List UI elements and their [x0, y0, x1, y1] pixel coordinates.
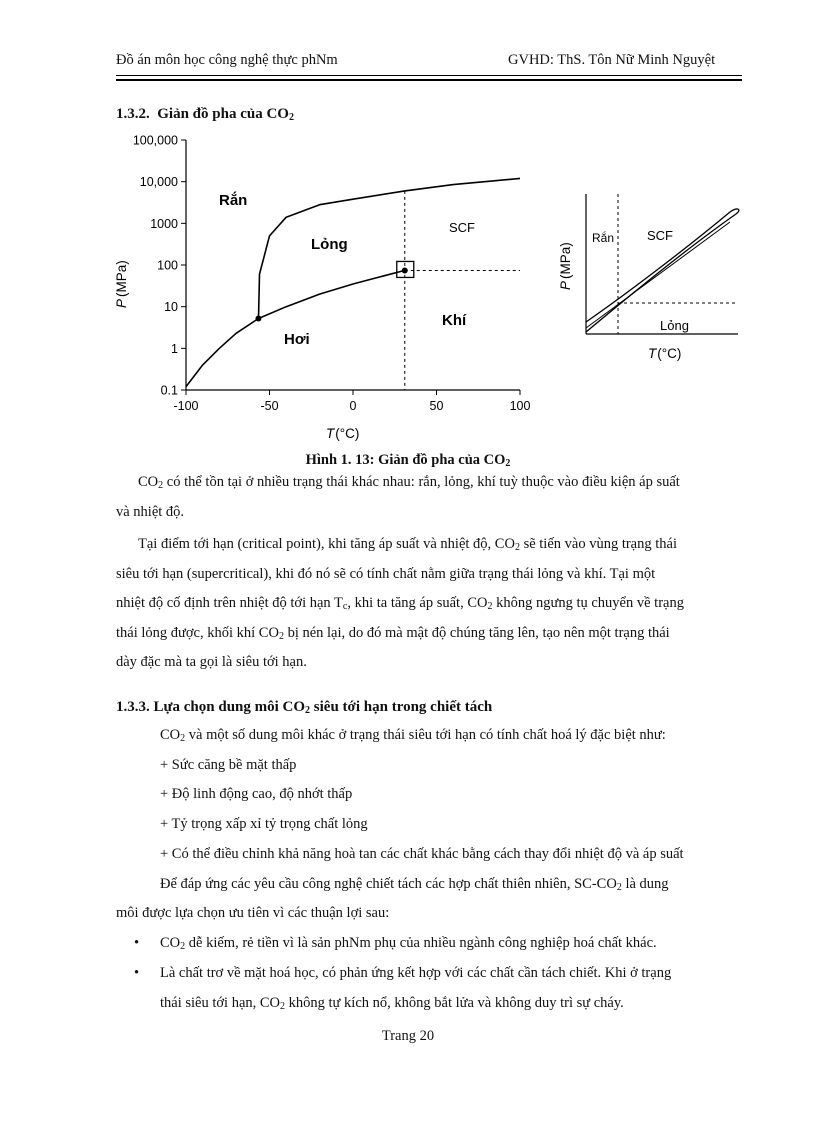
paragraph-line: dày đặc mà ta gọi là siêu tới hạn.	[116, 654, 307, 670]
bullet-symbol: •	[134, 935, 140, 951]
bullet-item: Là chất trơ về mặt hoá học, có phản ứng kết hợp với các chất cần tách chiết. Khi ở trạng	[160, 965, 672, 981]
page-number: Trang 20	[381, 1028, 435, 1044]
inset-label-long: Lỏng	[660, 318, 689, 333]
region-label-long: Lỏng	[311, 236, 348, 253]
paragraph-line: $CO_2$ có thể tồn tại ở nhiều trạng thái khác nhau: rắn, lỏng, khí tuỳ thuộc vào điều kiện áp suất	[138, 474, 680, 491]
phase-curve-melting-curve	[259, 178, 521, 318]
subscript: 2	[288, 112, 294, 123]
bullet-item-continuation: thái siêu tới hạn, $CO_2$ không tự kích nổ, không bắt lửa và không duy trì sự cháy.	[160, 995, 624, 1012]
paragraph-line: môi được lựa chọn ưu tiên vì các thuận lợi sau:	[116, 905, 390, 921]
y-tick-label: 10	[164, 300, 178, 315]
region-label-scf: SCF	[449, 220, 475, 235]
main-curves	[186, 178, 520, 390]
list-intro: $CO_2$ và một số dung môi khác ở trạng thái siêu tới hạn có tính chất hoá lý đặc biệt như:	[160, 727, 666, 744]
main-axes	[181, 140, 520, 395]
section-title: Giản đồ pha của CO	[157, 106, 289, 122]
figure-caption	[0, 452, 816, 469]
paragraph-line: thái lỏng được, khối khí $CO_2$ bị nén lại, do đó mà mật độ chúng tăng lên, tạo nên một trạng thái	[116, 625, 670, 642]
header-supervisor: GVHD: ThS. Tôn Nữ Minh Nguyệt	[508, 52, 716, 68]
y-tick-label: 0.1	[160, 383, 178, 398]
main-tick-labels	[133, 134, 531, 414]
inset-label-scf: SCF	[647, 228, 673, 243]
x-tick-label: 50	[429, 399, 444, 413]
paragraph-line: và nhiệt độ.	[116, 504, 185, 520]
main-xlabel-text: T(°C)	[326, 426, 360, 441]
critical-point-marker	[402, 267, 408, 273]
phase-diagram-main	[108, 128, 548, 446]
bullet-symbol: •	[134, 965, 140, 981]
region-label-hoi: Hơi	[284, 331, 310, 348]
phase-diagram-inset	[552, 182, 748, 368]
list-item: + Độ linh động cao, độ nhớt thấp	[160, 786, 353, 802]
bullet-item: $CO_2$ dễ kiếm, rẻ tiền vì là sản phNm phụ của nhiều ngành công nghiệp hoá chất khác.	[160, 935, 657, 952]
x-tick-label: 100	[509, 399, 531, 413]
y-tick-label: 100	[157, 258, 178, 273]
subscript: 2	[505, 458, 511, 469]
x-tick-label: -50	[260, 399, 279, 413]
list-item: + Tỷ trọng xấp xỉ tỷ trọng chất lỏng	[160, 816, 368, 832]
paragraph-line: siêu tới hạn (supercritical), khi đó nó sẽ có tính chất nằm giữa trạng thái lỏng và khí. Tại một	[116, 566, 656, 582]
paragraph-line: Để đáp ứng các yêu cầu công nghệ chiết tách các hợp chất thiên nhiên, $SC-CO_2$ là dung	[160, 876, 669, 893]
y-tick-label: 1000	[150, 216, 178, 231]
triple-point-marker	[255, 315, 261, 321]
main-ylabel-text: P(MPa)	[114, 260, 129, 308]
paragraph-line: Tại điểm tới hạn (critical point), khi tăng áp suất và nhiệt độ, $CO_2$ sẽ tiến vào vùng trạng thái	[138, 536, 677, 553]
header-rule-thick	[116, 79, 742, 81]
y-tick-label: 1	[171, 341, 178, 356]
region-label-ran: Rắn	[219, 192, 248, 209]
caption-text: Hình 1. 13: Giản đồ pha của CO	[305, 452, 506, 468]
x-tick-label: -100	[173, 399, 199, 413]
section-heading-1-3-2	[116, 106, 294, 123]
x-tick-label: 0	[349, 399, 357, 413]
inset-ylabel: P(MPa)	[558, 242, 573, 290]
paragraph-line: nhiệt độ cố định trên nhiệt độ tới hạn $T_c$, khi ta tăng áp suất, $CO_2$ không ngưng tụ chuyển về trạng	[116, 595, 684, 612]
list-item: + Sức căng bề mặt thấp	[160, 757, 297, 773]
phase-curve-vaporization-curve	[259, 270, 405, 318]
y-tick-label: 100,000	[132, 133, 178, 148]
section-number: 1.3.2.	[116, 106, 150, 122]
header-rule-thin	[116, 75, 742, 76]
region-label-khi: Khí	[442, 312, 467, 329]
header-document-title: Đồ án môn học công nghệ thực phNm	[116, 52, 338, 68]
inset-label-ran: Rắn	[592, 231, 615, 245]
list-item: + Có thể điều chỉnh khả năng hoà tan các chất khác bằng cách thay đổi nhiệt độ và áp suất	[160, 846, 684, 862]
inset-xlabel: T(°C)	[648, 346, 682, 361]
y-tick-label: 10,000	[139, 175, 178, 190]
section-heading-1-3-3: 1.3.3. Lựa chọn dung môi $CO_2$ siêu tới hạn trong chiết tách	[116, 699, 493, 716]
phase-curve-sublimation-curve	[186, 319, 259, 387]
